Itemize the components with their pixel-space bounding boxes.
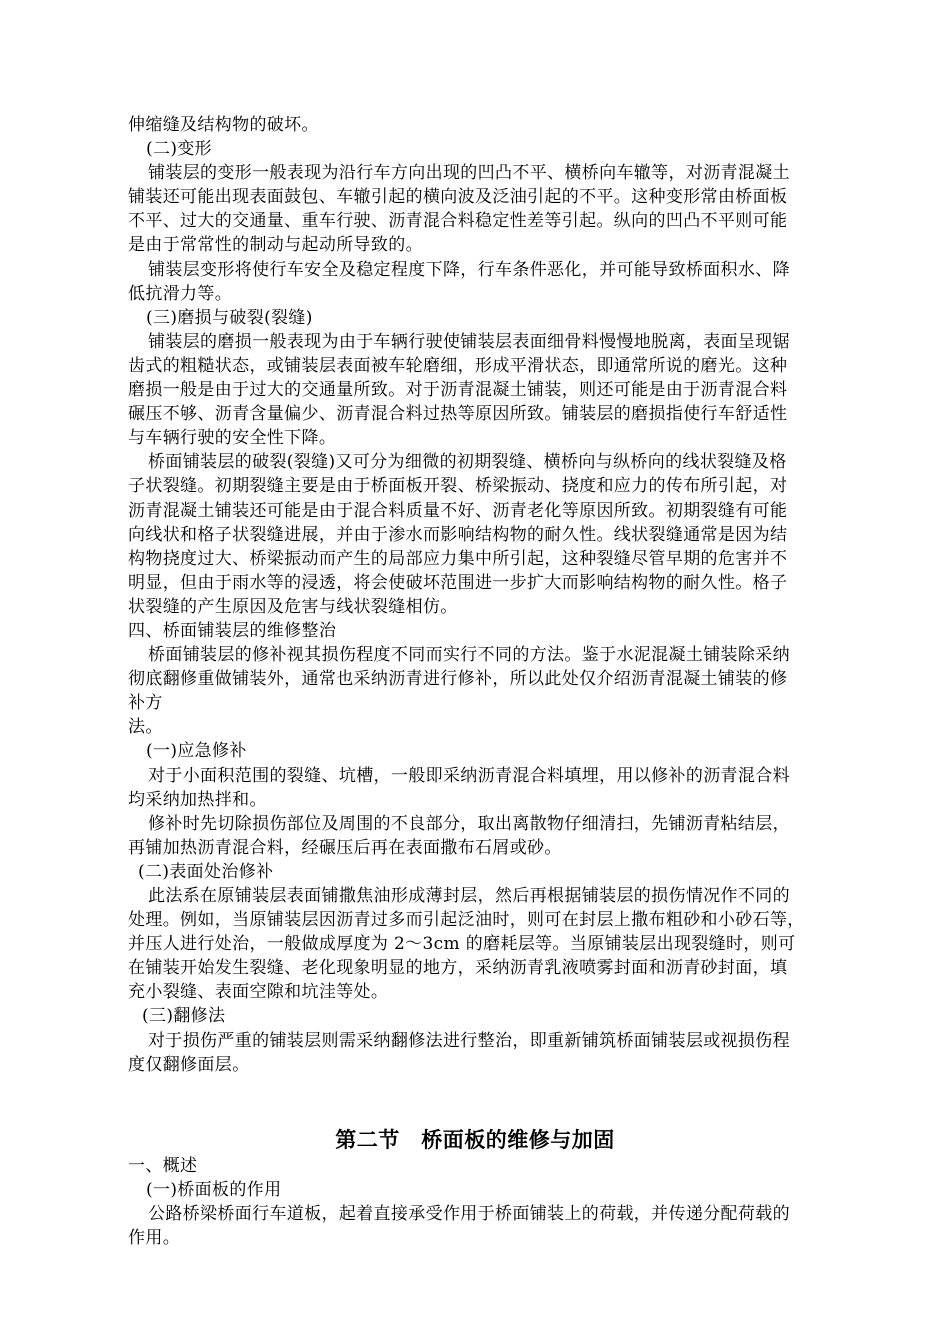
heading-maintenance: 四、桥面铺装层的维修整治 <box>128 620 337 641</box>
text-line: 铺装层的磨损一般表现为由于车辆行驶使铺装层表面细骨料慢慢地脱离，表面呈现锯 <box>148 331 790 352</box>
text-line: 彻底翻修重做铺装外，通常也采纳沥青进行修补，所以此处仅介绍沥青混凝土铺装的修 <box>128 669 788 690</box>
text-line: 低抗滑力等。 <box>128 283 233 304</box>
text-line: 对于损伤严重的铺装层则需采纳翻修法进行整治，即重新铺筑桥面铺装层或视损伤程 <box>148 1030 790 1051</box>
text-line: 均采纳加热拌和。 <box>128 789 267 810</box>
text-line: 补方 <box>128 693 163 714</box>
text-line: 伸缩缝及结构物的破坏。 <box>128 115 319 135</box>
text-line: 在铺装开始发生裂缝、老化现象明显的地方，采纳沥青乳液喷雾封面和沥青砂封面，填 <box>128 958 788 979</box>
text-line: 度仅翻修面层。 <box>128 1054 250 1075</box>
text-line: 铺装还可能出现表面鼓包、车辙引起的横向波及泛油引起的不平。这种变形常由桥面板 <box>128 187 788 208</box>
text-line: 公路桥梁桥面行车道板，起着直接承受作用于桥面铺装上的荷载，并传递分配荷载的 <box>148 1204 790 1225</box>
body-text-after-title <box>128 1154 868 1250</box>
text-line: 法。 <box>128 717 163 738</box>
text-line: 铺装层变形将使行车安全及稳定程度下降，行车条件恶化，并可能导致桥面积水、降 <box>148 259 790 280</box>
text-line: 修补时先切除损伤部位及周围的不良部分，取出离散物仔细清扫，先铺沥青粘结层， <box>148 813 790 834</box>
text-line: 并压人进行处治，一般做成厚度为 2～3cm 的磨耗层等。当原铺装层出现裂缝时，则可 <box>128 934 796 955</box>
subheading-deck-function: (一)桥面板的作用 <box>146 1180 282 1201</box>
text-line: 充小裂缝、表面空隙和坑洼等处。 <box>128 982 389 1003</box>
heading-overview: 一、概述 <box>128 1156 198 1176</box>
text-line: 对于小面积范围的裂缝、坑槽，一般即采纳沥青混合料填埋，用以修补的沥青混合料 <box>148 765 790 786</box>
text-line: 铺装层的变形一般表现为沿行车方向出现的凹凸不平、横桥向车辙等，对沥青混凝土 <box>148 163 790 184</box>
text-line: 子状裂缝。初期裂缝主要是由于桥面板开裂、桥梁振动、挠度和应力的传布所引起，对 <box>128 476 788 497</box>
subheading-surface-treatment: (二)表面处治修补 <box>138 861 274 882</box>
text-line: 向线状和格子状裂缝进展，并由于渗水而影响结构物的耐久性。线状裂缝通常是因为结 <box>128 524 788 545</box>
text-line: 不平、过大的交通量、重车行驶、沥青混合料稳定性差等引起。纵向的凹凸不平则可能 <box>128 211 788 232</box>
subheading-emergency-repair: (一)应急修补 <box>146 741 247 762</box>
text-line: 再铺加热沥青混合料，经碾压后再在表面撒布石屑或砂。 <box>128 837 562 858</box>
text-line: 磨损一般是由于过大的交通量所致。对于沥青混凝土铺装，则还可能是由于沥青混合料 <box>128 380 788 401</box>
body-text <box>128 113 868 1077</box>
text-line: 是由于常常性的制动与起动所导致的。 <box>128 235 423 256</box>
subheading-deformation: (二)变形 <box>146 139 213 160</box>
text-line: 构物挠度过大、桥梁振动而产生的局部应力集中所引起，这种裂缝尽管早期的危害并不 <box>128 548 788 569</box>
subheading-wear-cracking: (三)磨损与破裂(裂缝) <box>146 307 313 328</box>
text-line: 明显，但由于雨水等的浸透，将会使破坏范围进一步扩大而影响结构物的耐久性。格子 <box>128 572 788 593</box>
text-line: 齿式的粗糙状态，或铺装层表面被车轮磨细，形成平滑状态，即通常所说的磨光。这种 <box>128 355 788 376</box>
text-line: 处理。例如，当原铺装层因沥青过多而引起泛油时，则可在封层上撒布粗砂和小砂石等， <box>128 910 805 931</box>
text-line: 沥青混凝土铺装还可能是由于混合料质量不好、沥青老化等原因所致。初期裂缝有可能 <box>128 500 788 521</box>
text-line: 作用。 <box>128 1228 181 1249</box>
text-line: 与车辆行驶的安全性下降。 <box>128 428 337 449</box>
text-line: 碾压不够、沥青含量偏少、沥青混合料过热等原因所致。铺装层的磨损指使行车舒适性 <box>128 404 788 425</box>
section-title: 第二节 桥面板的维修与加固 <box>335 1128 615 1152</box>
text-line: 桥面铺装层的修补视其损伤程度不同而实行不同的方法。鉴于水泥混凝土铺装除采纳 <box>148 645 790 666</box>
subheading-overhaul: (三)翻修法 <box>142 1006 226 1027</box>
text-line: 状裂缝的产生原因及危害与线状裂缝相仿。 <box>128 596 458 617</box>
text-line: 桥面铺装层的破裂(裂缝)又可分为细微的初期裂缝、横桥向与纵桥向的线状裂缝及格 <box>148 452 787 473</box>
text-line: 此法系在原铺装层表面铺撒焦油形成薄封层，然后再根据铺装层的损伤情况作不同的 <box>148 886 790 906</box>
